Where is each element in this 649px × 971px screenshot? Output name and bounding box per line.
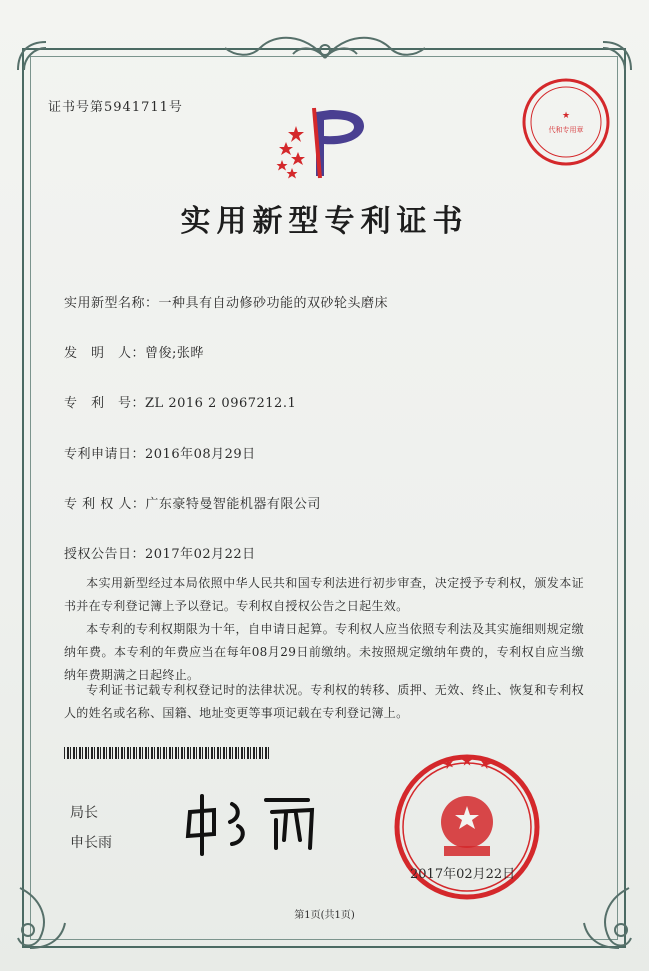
agency-seal-icon (520, 76, 612, 168)
patentee-label: 专 利 权 人： (64, 497, 146, 512)
patent-number-row (64, 392, 296, 411)
patent-number-label: 专 利 号： (64, 396, 146, 411)
certificate-number: 证书号第5941711号 (48, 100, 183, 115)
filing-date-label: 专利申请日： (64, 447, 146, 462)
certificate-title: 实用新型专利证书 (180, 204, 469, 239)
inventor-label: 发 明 人： (64, 346, 146, 361)
body-paragraph-2-text: 本专利的专利权期限为十年，自申请日起算。专利权人应当依照专利法及其实施细则规定缴纳年费。本专利的年费应当在每年08月29日前缴纳。未按照规定缴纳年费的，专利权自应当缴纳年费期满之日起终止。 (64, 622, 584, 682)
patent-office-logo-icon (268, 104, 378, 184)
utility-model-name-label: 实用新型名称： (64, 296, 159, 311)
grant-date-label: 授权公告日： (64, 547, 146, 562)
body-paragraph-3-text: 专利证书记载专利权登记时的法律状况。专利权的转移、质押、无效、终止、恢复和专利权人的姓名或名称、国籍、地址变更等事项记载在专利登记簿上。 (64, 683, 584, 720)
director-name: 申长雨 (70, 835, 112, 851)
director-title: 局长 (70, 805, 98, 821)
barcode (64, 747, 269, 759)
issue-date: 2017年02月22日 (410, 867, 516, 882)
utility-model-name-row (64, 292, 388, 311)
inventor-row (64, 342, 204, 361)
patent-number-value: ZL 2016 2 0967212.1 (145, 396, 297, 411)
corner-ornament-icon (597, 36, 637, 76)
filing-date-row (64, 443, 256, 462)
svg-text:代和专用章: 代和专用章 (548, 126, 584, 134)
grant-date-row (64, 543, 256, 562)
corner-ornament-icon (12, 36, 52, 76)
top-ornament-icon (215, 28, 435, 68)
body-paragraph-2 (64, 618, 584, 687)
body-paragraph-1-text: 本实用新型经过本局依照中华人民共和国专利法进行初步审查，决定授予专利权，颁发本证书并在专利登记簿上予以登记。专利权自授权公告之日起生效。 (64, 576, 584, 613)
svg-text:★: ★ (561, 111, 571, 121)
grant-date-value: 2017年02月22日 (145, 547, 256, 562)
body-paragraph-1 (64, 572, 584, 618)
body-paragraph-3 (64, 679, 584, 725)
director-signature-icon (180, 790, 330, 860)
page-indicator: 第1页(共1页) (294, 910, 355, 921)
filing-date-value: 2016年08月29日 (145, 447, 256, 462)
patentee-row (64, 493, 321, 512)
utility-model-name-value: 一种具有自动修砂功能的双砂轮头磨床 (158, 296, 389, 311)
patentee-value: 广东豪特曼智能机器有限公司 (145, 497, 321, 512)
svg-text:★ ★ ★: ★ ★ ★ (440, 753, 494, 774)
inventor-value: 曾俊;张晔 (145, 346, 204, 361)
